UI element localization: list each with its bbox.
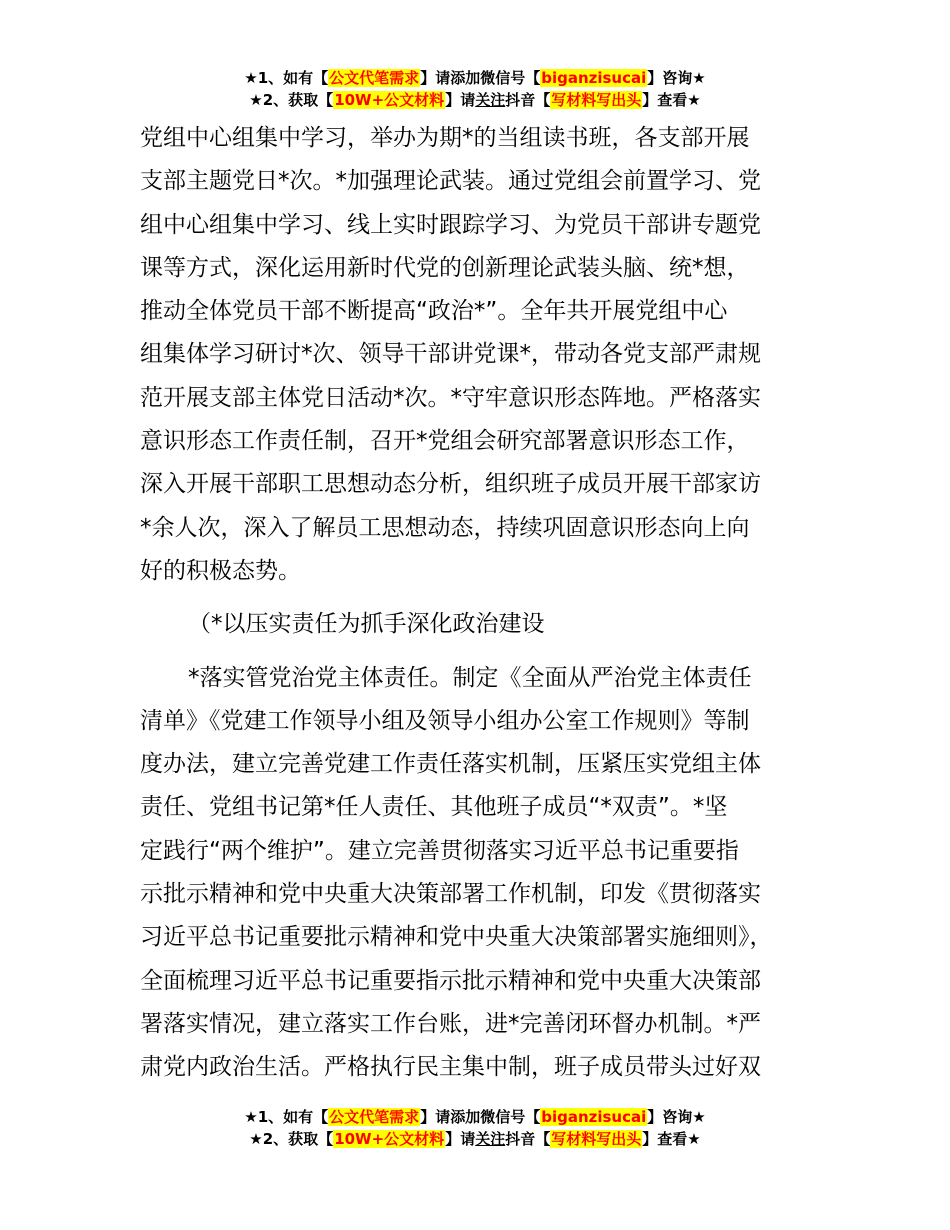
text-line: 全面梳理习近平总书记重要指示批示精神和党中央重大决策部 bbox=[140, 967, 761, 994]
section-heading: （*以压实责任为抓手深化政治建设 bbox=[188, 611, 545, 638]
footer-banner bbox=[0, 1106, 950, 1150]
text-line: 意识形态工作责任制，召开*党组会研究部署意识形态工作， bbox=[140, 428, 750, 455]
banner-highlight: 写材料写出头 bbox=[551, 91, 642, 109]
text-line: *余人次，深入了解员工思想动态，持续巩固意识形态向上向 bbox=[140, 514, 750, 541]
text-line: 示批示精神和党中央重大决策部署工作机制，印发《贯彻落实 bbox=[140, 881, 761, 908]
text-line: 党组中心组集中学习，举办为期*的当组读书班，各支部开展 bbox=[140, 125, 750, 151]
document-body bbox=[140, 117, 820, 1090]
banner-highlight: 10W+公文材料 bbox=[334, 91, 445, 109]
banner-line-2: ★2、获取【10W+公文材料】请关注抖音【写材料写出头】查看★ bbox=[249, 1130, 701, 1148]
text-line: 组中心组集中学习、线上实时跟踪学习、为党员干部讲专题党 bbox=[140, 211, 761, 238]
text-line: 度办法，建立完善党建工作责任落实机制，压紧压实党组主体 bbox=[140, 751, 761, 778]
text-line: 范开展支部主体党日活动*次。*守牢意识形态阵地。严格落实 bbox=[140, 384, 761, 411]
text-line: 习近平总书记重要批示精神和党中央重大决策部署实施细则》， bbox=[140, 924, 773, 951]
text-line: 署落实情况，建立落实工作台账，进*完善闭环督办机制。*严 bbox=[140, 1010, 761, 1037]
banner-line-1: ★1、如有【公文代笔需求】请添加微信号【biganzisucai】咨询★ bbox=[244, 1108, 706, 1126]
banner-highlight: biganzisucai bbox=[541, 69, 647, 87]
banner-highlight: 公文代笔需求 bbox=[329, 69, 420, 87]
banner-highlight: 10W+公文材料 bbox=[334, 1130, 445, 1148]
text-line: 责任、党组书记第*任人责任、其他班子成员“*双责”。*坚 bbox=[140, 794, 728, 821]
header-banner bbox=[0, 67, 950, 111]
paragraph-gap bbox=[140, 647, 820, 657]
text-line: 支部主题党日*次。*加强理论武装。通过党组会前置学习、党 bbox=[140, 168, 761, 195]
paragraph-gap bbox=[140, 593, 820, 603]
banner-underline: 关注 bbox=[475, 91, 506, 109]
banner-highlight: biganzisucai bbox=[541, 1108, 647, 1126]
banner-line-2: ★2、获取【10W+公文材料】请关注抖音【写材料写出头】查看★ bbox=[249, 91, 701, 109]
text-line: 深入开展干部职工思想动态分析，组织班子成员开展干部家访 bbox=[140, 471, 761, 498]
text-line: 肃党内政治生活。严格执行民主集中制，班子成员带头过好双 bbox=[140, 1054, 761, 1081]
banner-underline: 关注 bbox=[475, 1130, 506, 1148]
banner-line-1: ★1、如有【公文代笔需求】请添加微信号【biganzisucai】咨询★ bbox=[244, 69, 706, 87]
text-line: *落实管党治党主体责任。制定《全面从严治党主体责任 bbox=[188, 664, 752, 691]
text-line: 清单》《党建工作领导小组及领导小组办公室工作规则》等制 bbox=[140, 707, 750, 734]
text-line: 推动全体党员干部不断提高“政治*”。全年共开展党组中心 bbox=[140, 298, 728, 325]
text-line: 组集体学习研讨*次、领导干部讲党课*，带动各党支部严肃规 bbox=[140, 341, 761, 368]
paragraph-1 bbox=[140, 117, 820, 593]
text-line: 定践行“两个维护”。建立完善贯彻落实习近平总书记重要指 bbox=[140, 837, 739, 864]
paragraph-2 bbox=[140, 657, 820, 1090]
banner-highlight: 写材料写出头 bbox=[551, 1130, 642, 1148]
text-line: 好的积极态势。 bbox=[140, 557, 301, 584]
text-line: 课等方式，深化运用新时代党的创新理论武装头脑、统*想， bbox=[140, 254, 750, 281]
banner-highlight: 公文代笔需求 bbox=[329, 1108, 420, 1126]
